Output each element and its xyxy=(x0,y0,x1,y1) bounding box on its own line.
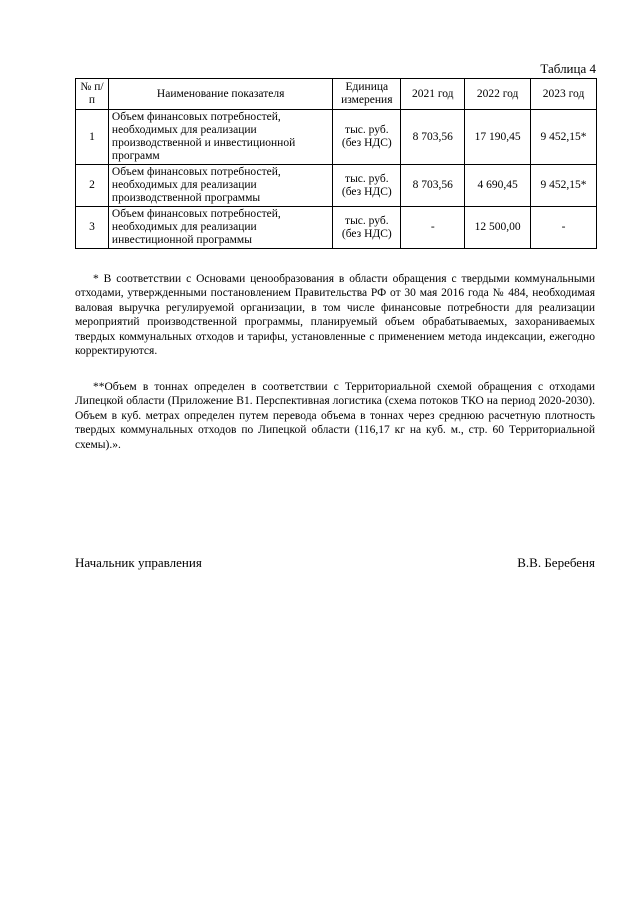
cell-name: Объем финансовых потребностей, необходимых для реализации инвестиционной программы xyxy=(108,207,332,249)
financial-needs-table xyxy=(75,78,597,249)
table-row xyxy=(76,165,597,207)
cell-2022: 12 500,00 xyxy=(465,207,531,249)
cell-num: 1 xyxy=(76,110,109,165)
header-2023: 2023 год xyxy=(531,79,597,110)
header-num: № п/п xyxy=(76,79,109,110)
cell-2021: 8 703,56 xyxy=(401,165,465,207)
table-row xyxy=(76,207,597,249)
cell-2021: 8 703,56 xyxy=(401,110,465,165)
cell-num: 2 xyxy=(76,165,109,207)
signatory-position: Начальник управления xyxy=(75,555,202,570)
cell-2023: 9 452,15* xyxy=(531,165,597,207)
footnote-single-asterisk: * В соответствии с Основами ценообразования в области обращения с твердыми коммунальными отходами, утвержденными постановлением Правительства РФ от 30 мая 2016 года № 484, необходимая валовая выручка регулируемой организации, в том числе финансовые потребности для реализации мероприятий производственной программы, планируемый объем обрабатываемых, захораниваемых твердых коммунальных отходов и тарифы, установленные с применением метода индексации, ежегодно корректируются. xyxy=(75,273,595,358)
cell-2022: 4 690,45 xyxy=(465,165,531,207)
header-unit: Единица измерения xyxy=(333,79,401,110)
cell-2023: 9 452,15* xyxy=(531,110,597,165)
header-2021: 2021 год xyxy=(401,79,465,110)
table-caption: Таблица 4 xyxy=(540,61,596,76)
signatory-name: В.В. Беребеня xyxy=(517,555,595,570)
cell-unit: тыс. руб. (без НДС) xyxy=(333,110,401,165)
header-2022: 2022 год xyxy=(465,79,531,110)
cell-2022: 17 190,45 xyxy=(465,110,531,165)
cell-2023: - xyxy=(531,207,597,249)
table-row xyxy=(76,110,597,165)
cell-name: Объем финансовых потребностей, необходимых для реализации производственной и инвестиционной программ xyxy=(108,110,332,165)
table-header-row xyxy=(76,79,597,110)
signature-block xyxy=(75,555,595,571)
footnote-double-asterisk: **Объем в тоннах определен в соответствии с Территориальной схемой обращения с отходами Липецкой области (Приложение В1. Перспективная логистика (схема потоков ТКО на период 2020-2030). Объем в куб. метрах определен путем перевода объема в тоннах через среднюю расчетную плотность твердых коммунальных отходов по Липецкой области (116,17 кг на куб. м., стр. 60 Территориальной схемы).». xyxy=(75,381,595,451)
cell-num: 3 xyxy=(76,207,109,249)
cell-2021: - xyxy=(401,207,465,249)
cell-unit: тыс. руб. (без НДС) xyxy=(333,207,401,249)
header-name: Наименование показателя xyxy=(108,79,332,110)
cell-unit: тыс. руб. (без НДС) xyxy=(333,165,401,207)
cell-name: Объем финансовых потребностей, необходимых для реализации производственной программы xyxy=(108,165,332,207)
